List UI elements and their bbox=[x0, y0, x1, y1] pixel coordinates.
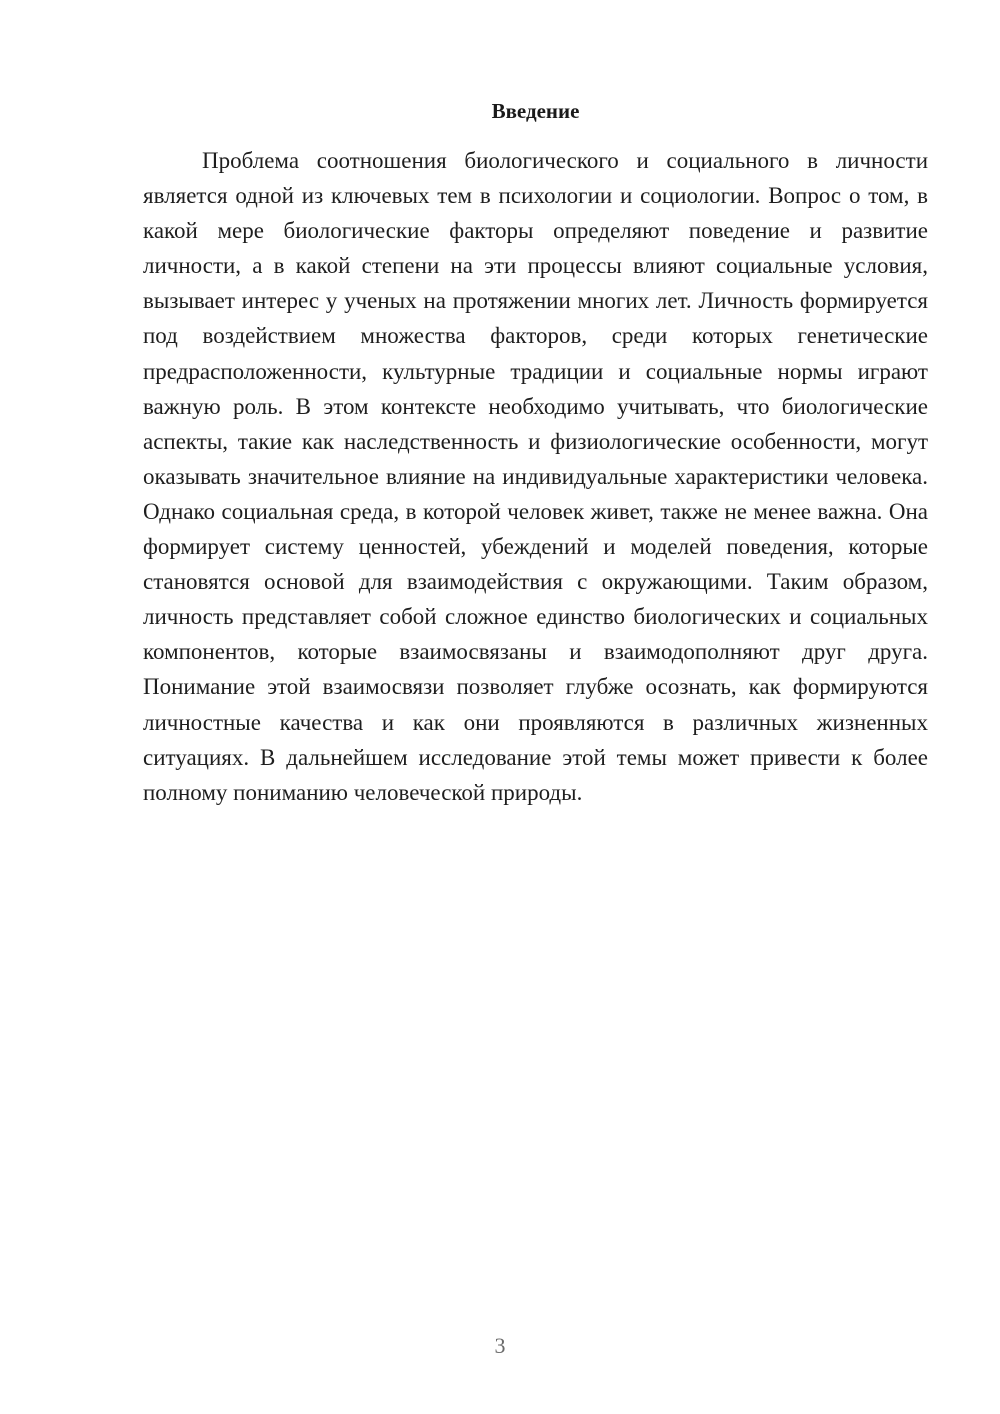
intro-paragraph: Проблема соотношения биологического и социального в личности является одной из ключевых тем в психологии и социологии. Вопрос о том, в какой мере биологические факторы определяют поведение и развитие личности, а в какой степени на эти процессы влияют социальные условия, вызывает интерес у ученых на протяжении многих лет. Личность формируется под воздействием множества факторов, среди которых генетические предрасположенности, культурные традиции и социальные нормы играют важную роль. В этом контексте необходимо учитывать, что биологические аспекты, такие как наследственность и физиологические особенности, могут оказывать значительное влияние на индивидуальные характеристики человека. Однако социальная среда, в которой человек живет, также не менее важна. Она формирует систему ценностей, убеждений и моделей поведения, которые становятся основой для взаимодействия с окружающими. Таким образом, личность представляет собой сложное единство биологических и социальных компонентов, которые взаимосвязаны и взаимодополняют друг друга. Понимание этой взаимосвязи позволяет глубже осознать, как формируются личностные качества и как они проявляются в различных жизненных ситуациях. В дальнейшем исследование этой темы может привести к более полному пониманию человеческой природы. bbox=[143, 148, 928, 805]
section-title: Введение bbox=[491, 99, 580, 123]
page-number: 3 bbox=[494, 1333, 506, 1358]
